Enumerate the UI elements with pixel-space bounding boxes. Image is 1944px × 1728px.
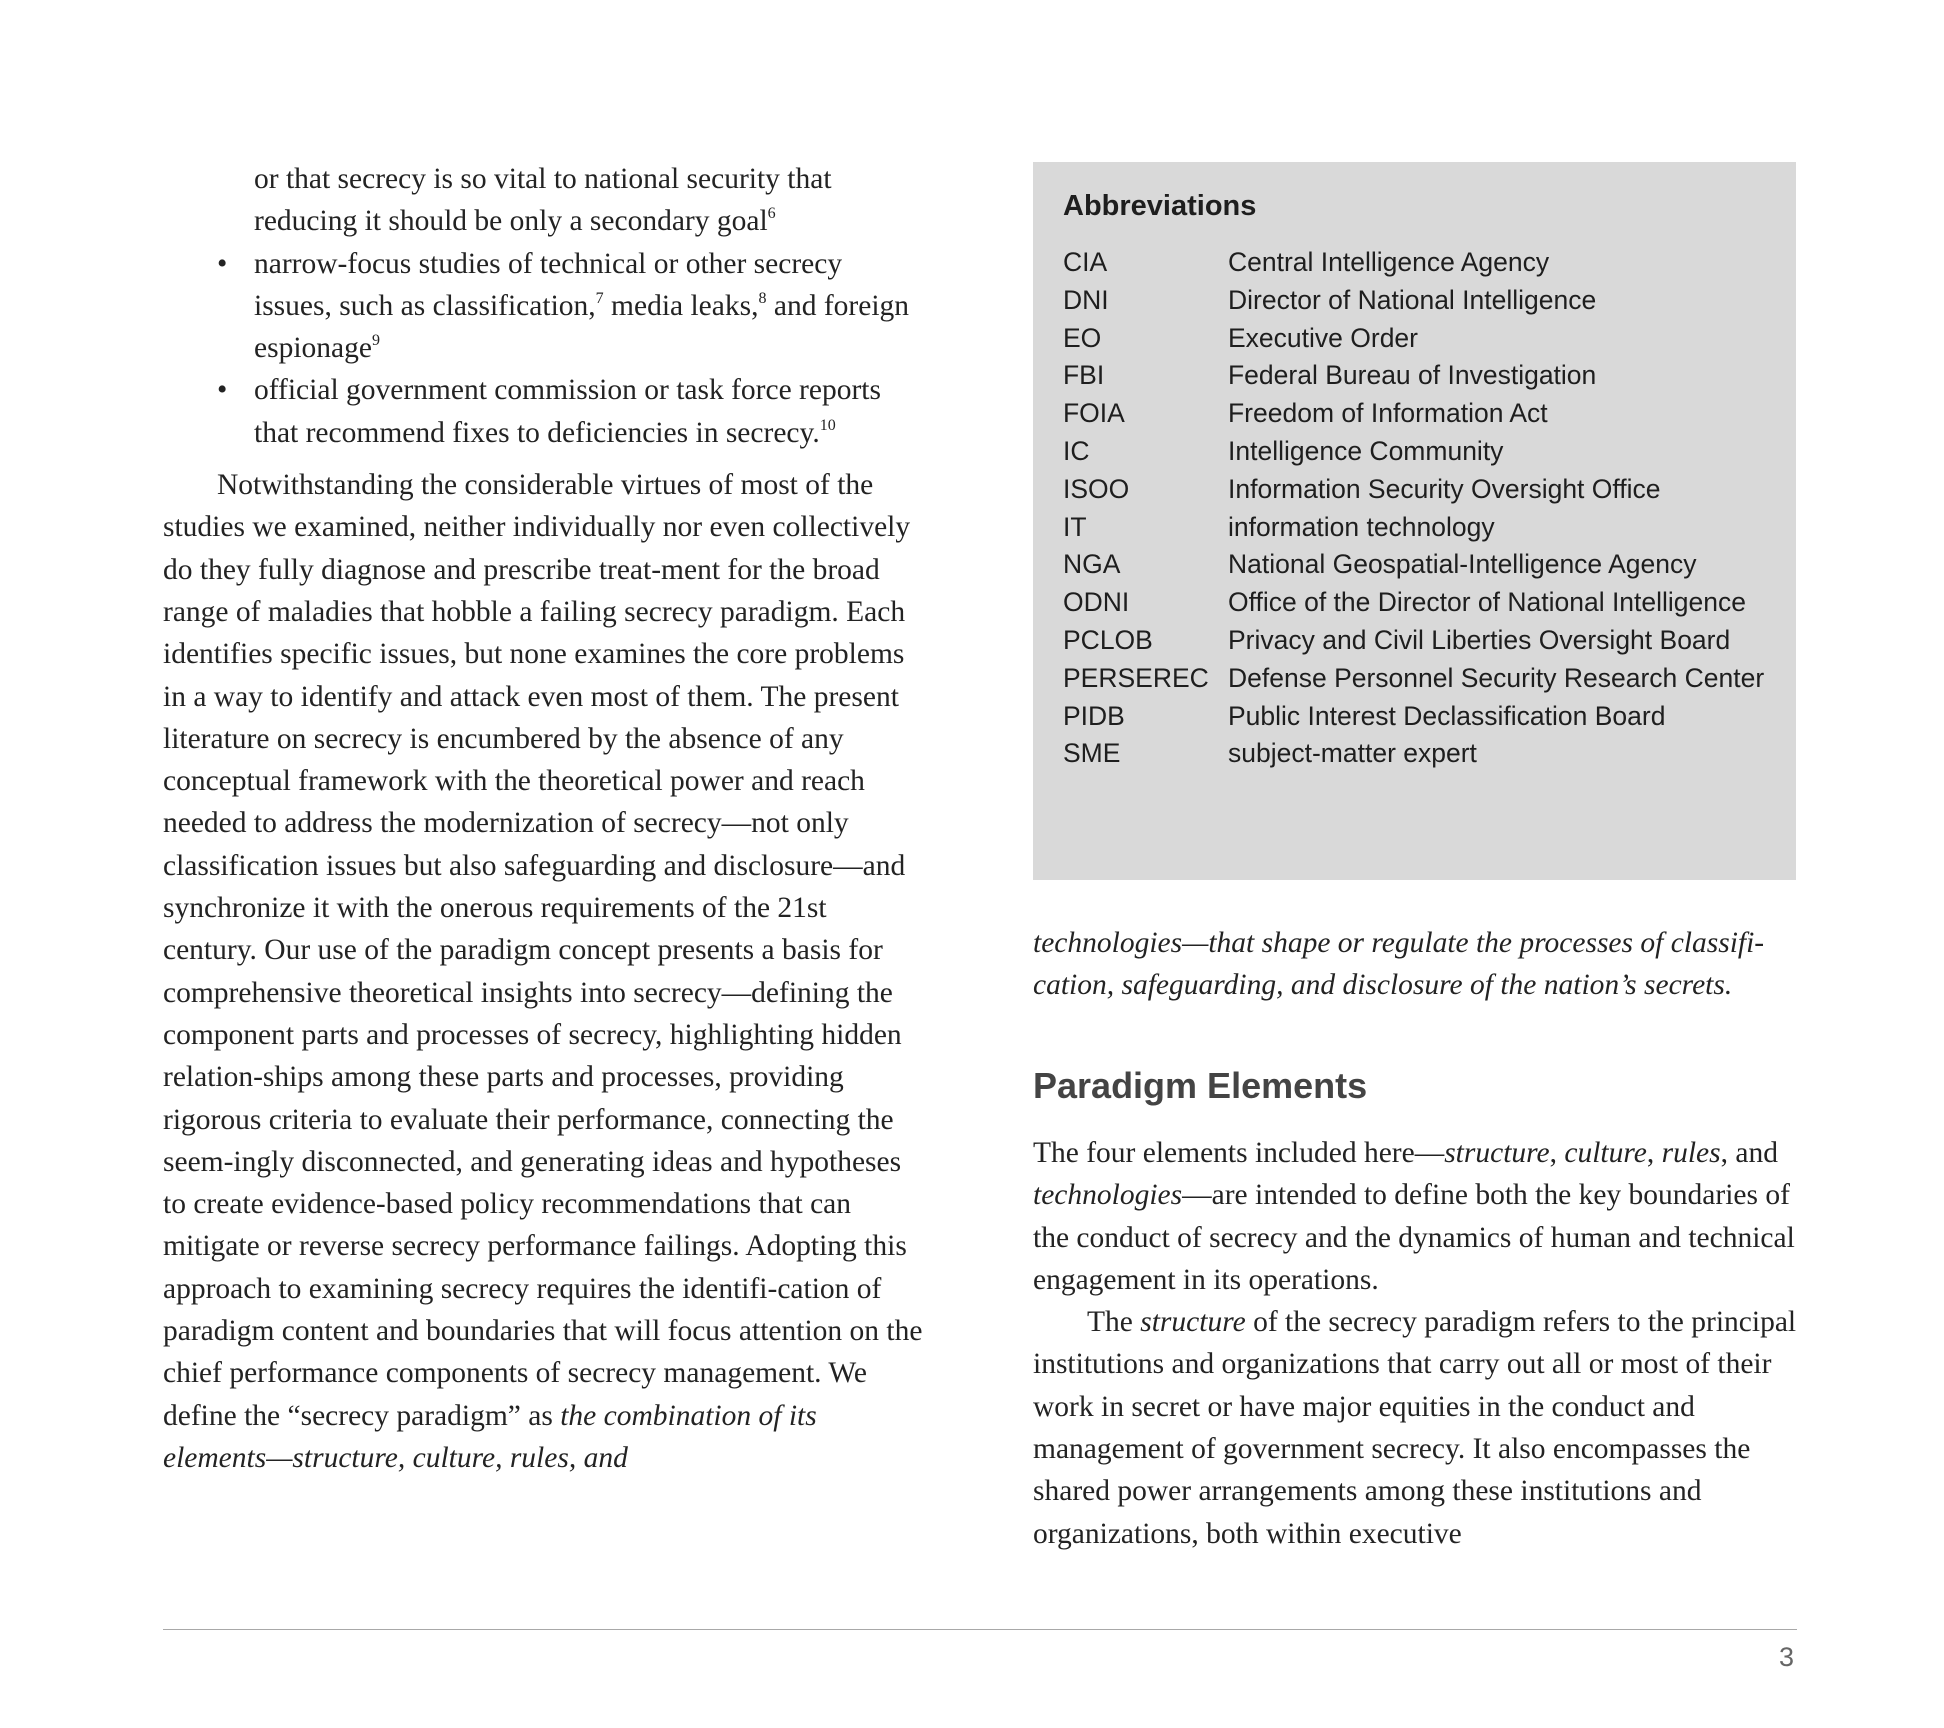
abbreviation-row [1063, 735, 1764, 773]
abbreviation-meaning: National Geospatial-Intelligence Agency [1228, 549, 1697, 580]
abbreviation-row [1063, 282, 1764, 320]
footer-divider [163, 1629, 1797, 1630]
abbreviation-term: FOIA [1063, 398, 1125, 429]
italic-continuation: technologies—that shape or regulate the processes of classifi-cation, safeguarding, and disclosure of the nation’s secrets. [1033, 927, 1765, 1002]
abbreviations-box [1033, 162, 1796, 880]
abbreviation-row [1063, 320, 1764, 358]
abbreviation-meaning: Director of National Intelligence [1228, 284, 1597, 315]
abbreviation-meaning: Federal Bureau of Investigation [1228, 360, 1597, 391]
abbreviation-row [1063, 395, 1764, 433]
bullet-list [163, 243, 923, 454]
abbreviation-row [1063, 622, 1764, 660]
footnote-ref[interactable]: 6 [767, 205, 776, 223]
abbreviation-term: PIDB [1063, 700, 1125, 731]
abbreviations-table [1063, 244, 1764, 773]
footnote-ref[interactable]: 9 [371, 332, 380, 350]
abbreviation-meaning: Defense Personnel Security Research Center [1228, 662, 1765, 693]
abbreviation-row [1063, 357, 1764, 395]
abbreviation-row [1063, 698, 1764, 736]
abbreviation-term: NGA [1063, 549, 1121, 580]
abbreviation-meaning: information technology [1228, 511, 1495, 542]
footnote-ref[interactable]: 8 [758, 289, 767, 307]
abbreviation-meaning: Freedom of Information Act [1228, 398, 1548, 429]
abbreviation-term: SME [1063, 738, 1121, 769]
list-continuation: or that secrecy is so vital to national security that reducing it should be only a secondary goal$^6$ [254, 163, 832, 238]
abbreviation-row [1063, 584, 1764, 622]
abbreviation-term: ISOO [1063, 473, 1130, 504]
abbreviation-row [1063, 471, 1764, 509]
abbreviation-meaning: Intelligence Community [1228, 435, 1504, 466]
abbreviation-meaning: Central Intelligence Agency [1228, 247, 1550, 277]
abbreviation-term: PCLOB [1063, 624, 1153, 655]
abbreviation-meaning: Privacy and Civil Liberties Oversight Board [1228, 624, 1731, 655]
abbreviation-term: ODNI [1063, 587, 1130, 618]
abbreviation-meaning: Public Interest Declassification Board [1228, 700, 1666, 731]
page-number: 3 [1778, 1642, 1794, 1672]
abbreviation-term: FBI [1063, 360, 1105, 391]
right-body [1033, 1132, 1803, 1555]
abbreviation-meaning: Office of the Director of National Intelligence [1228, 587, 1747, 618]
abbreviation-meaning: Information Security Oversight Office [1228, 473, 1661, 504]
abbreviation-term: CIA [1063, 247, 1108, 277]
abbreviation-term: EO [1063, 322, 1102, 353]
abbreviation-term: IT [1063, 511, 1087, 542]
bullet-icon: • [217, 374, 228, 407]
abbreviation-term: IC [1063, 435, 1090, 466]
abbreviation-row [1063, 546, 1764, 584]
abbreviation-meaning: Executive Order [1228, 322, 1418, 353]
body-paragraph: Notwithstanding the considerable virtues of most of the studies we examined, neither individually nor even collectively do they fully diagnose and prescribe treat-ment for the broad range of maladies that hobble a failing secrecy paradigm. Each identifies specific issues, but none examines the core problems in a way to identify and attack even most of them. The present literature on secrecy is encumbered by the absence of any conceptual framework with the theoretical power and reach needed to address the modernization of secrecy—not only classification issues but also safeguarding and disclosure—and synchronize it with the onerous requirements of the 21st century. Our use of the paradigm concept presents a basis for comprehensive theoretical insights into secrecy—defining the component parts and processes of secrecy, highlighting hidden relation-ships among these parts and processes, providing rigorous criteria to evaluate their performance, connecting the seem-ingly disconnected, and generating ideas and hypotheses to create evidence-based policy recommendations that can mitigate or reverse secrecy performance failings. Adopting this approach to examining secrecy requires the identifi-cation of paradigm content and boundaries that will focus attention on the chief performance components of secrecy management. We define the “secrecy paradigm” as the combination of its elements—structure, culture, rules, and [163, 469, 923, 1474]
abbreviation-row [1063, 244, 1764, 282]
abbreviation-row [1063, 660, 1764, 698]
body-paragraph: The structure of the secrecy paradigm refers to the principal institutions and organizations that carry out all or most of their work in secret or have major equities in the conduct and management of government secrecy. It also encompasses the shared power arrangements among these institutions and organizations, both within executive [1033, 1306, 1797, 1550]
left-column [163, 158, 923, 1479]
abbreviation-term: PERSEREC [1063, 662, 1209, 693]
abbreviation-term: DNI [1063, 284, 1109, 315]
abbreviations-title: Abbreviations [1063, 190, 1257, 222]
section-heading: Paradigm Elements [1033, 1065, 1368, 1106]
footnote-ref[interactable]: 7 [595, 289, 604, 307]
footnote-ref[interactable]: 10 [819, 416, 836, 434]
body-paragraph: The four elements included here—structure, culture, rules, and technologies—are intended to define both the key boundaries of the conduct of secrecy and the dynamics of human and technical engagement in its operations. [1033, 1137, 1795, 1296]
list-item: • official government commission or task force reports that recommend fixes to deficiencies in secrecy.$^{10}$ [163, 369, 923, 454]
abbreviation-row [1063, 509, 1764, 547]
abbreviation-meaning: subject-matter expert [1228, 738, 1477, 769]
bullet-icon: • [217, 247, 228, 280]
list-item: • narrow-focus studies of technical or other secrecy issues, such as classification,$^7$ media leaks,$^8$ and foreign espionage$^9$ [163, 243, 923, 370]
abbreviation-row [1063, 433, 1764, 471]
